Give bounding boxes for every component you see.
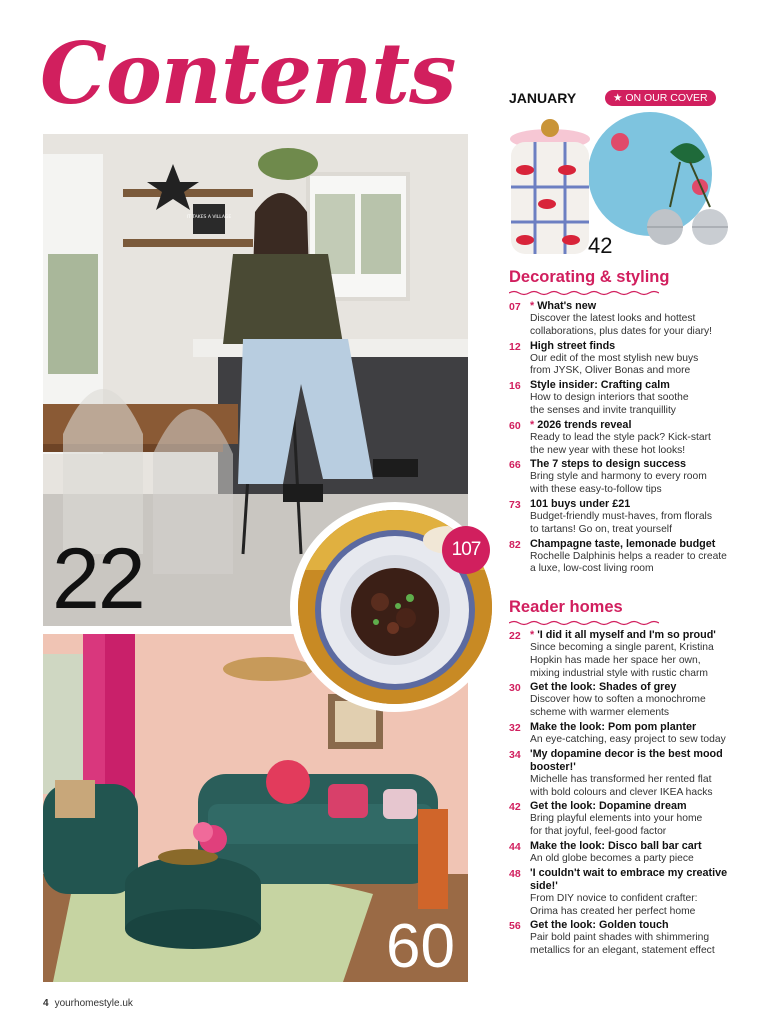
toc-item-description: scheme with warmer elements [530,707,670,719]
toc-item-description: Pair bold paint shades with shimmering [530,932,710,944]
toc-item[interactable] [509,340,749,379]
toc-item-title: 'I couldn't wait to embrace my creative side!' [530,866,728,892]
section-title-decorating: Decorating & styling [509,268,670,286]
toc-page-number: 66 [509,459,521,472]
footer-website[interactable]: yourhomestyle.uk [54,998,133,1009]
toc-item[interactable] [509,629,749,680]
toc-item-description: the senses and invite tranquillity [530,404,676,416]
toc-item-title: Champagne taste, lemonade budget [530,537,716,550]
toc-item-description: Budget-friendly must-haves, from florals [530,510,712,522]
toc-item-description: the new year with these hot looks! [530,444,686,456]
toc-page-number: 22 [509,630,521,642]
section-divider [509,620,659,626]
cover-page-number: 42 [588,233,613,258]
toc-item[interactable] [509,419,749,458]
toc-item-title: High street finds [530,339,616,352]
toc-item-title: Get the look: Golden touch [530,919,669,932]
toc-item-title: Get the look: Dopamine dream [530,800,687,813]
toc-item[interactable] [509,867,749,919]
toc-reader-homes [509,629,749,959]
toc-page-number: 48 [509,867,521,880]
toc-page-number: 56 [509,920,521,933]
toc-item-title: 'I did it all myself and I'm so proud' [537,629,716,641]
toc-page-number: 07 [509,301,521,313]
toc-item-description: to tartans! Go on, treat yourself [530,523,672,535]
feature-page-22: 22 [52,531,144,627]
toc-item[interactable] [509,458,749,497]
toc-item-description: with these easy-to-follow tips [530,484,662,496]
toc-page-number: 42 [509,801,521,814]
toc-page-number: 82 [509,538,521,551]
toc-page-number: 16 [509,380,521,393]
toc-item[interactable] [509,919,749,958]
toc-item[interactable] [509,800,749,839]
toc-item[interactable] [509,681,749,720]
toc-item-description: Discover how to soften a monochrome [530,694,706,706]
cover-star-icon: * [530,629,535,641]
toc-item-title: Make the look: Disco ball bar cart [530,839,702,852]
kitchen-sign-text: IT TAKES A VILLAGE [186,215,232,220]
toc-item-description: An eye-catching, easy project to sew today [530,733,726,745]
toc-item-description: a luxe, low-cost living room [530,563,654,575]
toc-item-description: Michelle has transformed her rented flat [530,773,712,785]
toc-item-description: with bold colours and clever IKEA hacks [530,786,713,798]
toc-item[interactable] [509,498,749,537]
section-title-reader-homes: Reader homes [509,598,623,616]
toc-item[interactable] [509,379,749,418]
toc-item-title: Make the look: Pom pom planter [530,720,697,733]
toc-page-number: 60 [509,419,521,432]
toc-item-description: An old globe becomes a party piece [530,852,694,864]
cover-star-icon: * [530,418,535,431]
page-title: Contents [40,24,456,123]
toc-item-description: Ready to lead the style pack? Kick-start [530,431,711,443]
toc-item-description: Since becoming a single parent, Kristina [530,642,714,653]
cover-products-illustration [505,112,733,264]
cover-star-icon: * [530,300,535,312]
issue-month: JANUARY [509,90,577,106]
toc-item-title: Get the look: Shades of grey [530,681,677,694]
toc-page-number: 30 [509,682,521,695]
toc-decorating [509,300,749,577]
toc-item-title: Style insider: Crafting calm [530,379,670,392]
toc-item-title: 2026 trends reveal [537,418,632,431]
toc-item-description: Hopkin has made her space her own, [530,654,701,666]
toc-item-description: Our edit of the most stylish new buys [530,352,699,364]
toc-item[interactable] [509,721,749,747]
on-our-cover-badge: ★ ON OUR COVER [605,90,716,106]
toc-item-description: Bring playful elements into your home [530,813,703,825]
toc-item-description: From DIY novice to confident crafter: [530,892,698,904]
section-divider [509,290,659,296]
feature-page-60: 60 [386,912,455,981]
toc-item[interactable] [509,748,749,800]
food-page-badge: 107 [442,526,490,574]
toc-item-title: 'My dopamine decor is the best mood booster!' [530,747,723,773]
toc-item-description: Orima has created her perfect home [530,905,696,917]
toc-item-description: mixing industrial style with rustic charm [530,667,708,679]
toc-page-number: 32 [509,721,521,734]
toc-item[interactable] [509,300,749,339]
toc-item-description: Bring style and harmony to every room [530,471,707,483]
toc-item-description: Rochelle Dalphinis helps a reader to create [530,550,727,562]
toc-item[interactable] [509,538,749,577]
page-footer [43,998,133,1009]
toc-item-description: How to design interiors that soothe [530,392,689,404]
footer-page-number: 4 [43,998,49,1009]
toc-page-number: 73 [509,498,521,511]
toc-item-description: collaborations, plus dates for your diary! [530,325,713,337]
toc-item-title: The 7 steps to design success [530,458,687,471]
toc-page-number: 44 [509,840,521,853]
toc-page-number: 34 [509,748,521,761]
toc-item-description: from JYSK, Oliver Bonas and more [530,365,691,377]
toc-item-description: Discover the latest looks and hottest [530,313,696,324]
toc-item-title: What's new [537,300,597,312]
toc-item-title: 101 buys under £21 [530,497,631,510]
toc-page-number: 12 [509,340,521,353]
toc-item-description: for that joyful, feel-good factor [530,826,667,838]
toc-item[interactable] [509,840,749,866]
toc-item-description: metallics for an elegant, statement effect [530,945,715,957]
cover-products-image [505,112,733,264]
